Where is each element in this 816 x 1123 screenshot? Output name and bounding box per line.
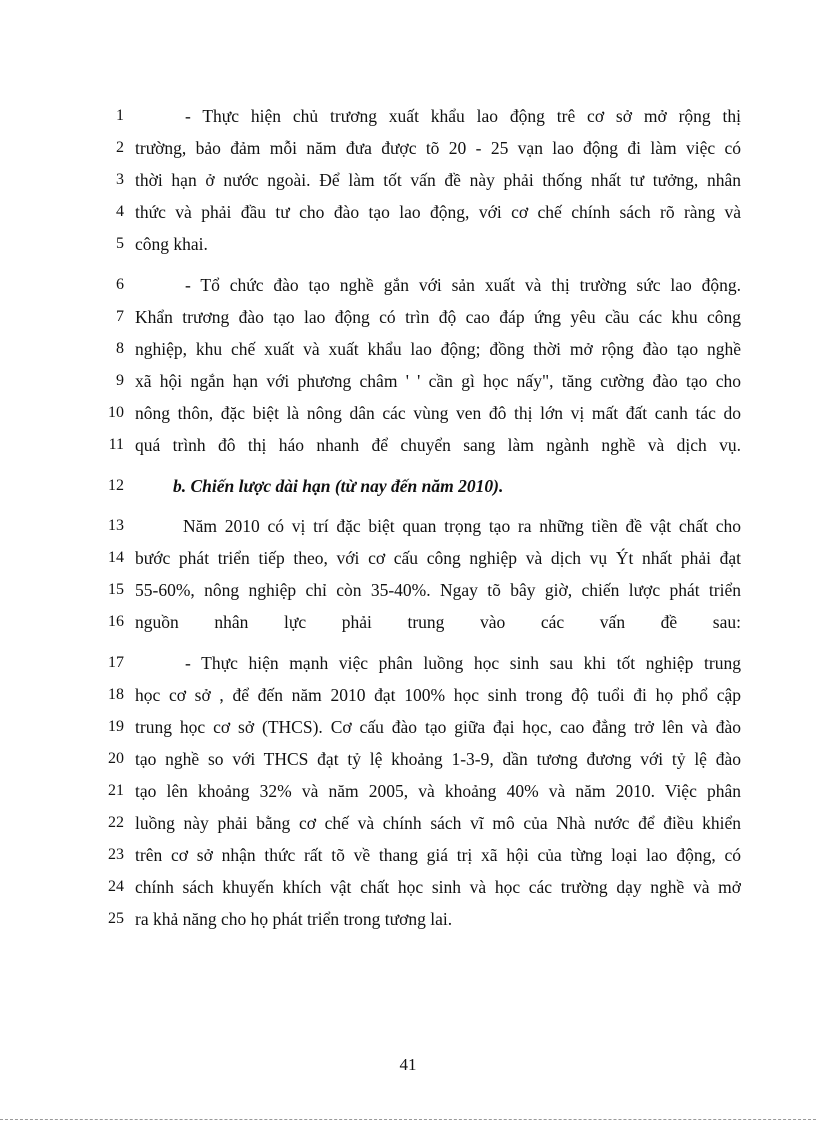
line-text: nông thôn, đặc biệt là nông dân các vùng ven đô thị lớn vị mất đất canh tác do — [135, 403, 741, 423]
line-text: trung học cơ sở (THCS). Cơ cấu đào tạo giữa đại học, cao đẳng trở lên và đào — [135, 717, 741, 737]
text-line — [0, 650, 816, 676]
line-number: 1 — [116, 107, 124, 124]
line-text: nghiệp, khu chế xuất và xuất khẩu lao động; đồng thời mở rộng đào tạo nghề — [135, 339, 741, 359]
line-number: 14 — [108, 549, 124, 566]
section-heading: b. Chiến lược dài hạn (từ nay đến năm 2010). — [173, 476, 504, 496]
line-number: 4 — [116, 203, 124, 220]
line-number: 2 — [116, 139, 124, 156]
line-text: Khẩn trương đào tạo lao động có trìn độ cao đáp ứng yêu cầu các khu công — [135, 307, 741, 327]
bottom-divider — [0, 1119, 816, 1120]
line-text: nguồn nhân lực phải trung vào các vấn đề sau: — [135, 612, 741, 632]
line-text: - Thực hiện chủ trương xuất khẩu lao động trê cơ sở mở rộng thị — [185, 106, 741, 126]
line-number: 11 — [108, 436, 124, 453]
line-number: 8 — [116, 340, 124, 357]
text-line — [0, 714, 816, 740]
line-text: bước phát triển tiếp theo, với cơ cấu công nghiệp và dịch vụ Ýt nhất phải đạt — [135, 548, 741, 568]
text-line — [0, 778, 816, 804]
line-number: 15 — [108, 581, 124, 598]
line-text: 55-60%, nông nghiệp chỉ còn 35-40%. Ngay tõ bây giờ, chiến lược phát triển — [135, 580, 741, 600]
line-text: tạo nghề so với THCS đạt tỷ lệ khoảng 1-3-9, dần tương đương với tỷ lệ đào — [135, 749, 741, 769]
line-number: 19 — [108, 718, 124, 735]
line-number: 7 — [116, 308, 124, 325]
line-number: 5 — [116, 235, 124, 252]
line-text: xã hội ngắn hạn với phương châm ' ' cần gì học nấy", tăng cường đào tạo cho — [135, 371, 741, 391]
line-text: thức và phải đầu tư cho đào tạo lao động, với cơ chế chính sách rõ ràng và — [135, 202, 741, 222]
text-line — [0, 231, 816, 257]
text-line — [0, 336, 816, 362]
text-line — [0, 103, 816, 129]
line-text: - Thực hiện mạnh việc phân luồng học sinh sau khi tốt nghiệp trung — [185, 653, 741, 673]
line-number: 9 — [116, 372, 124, 389]
text-line — [0, 874, 816, 900]
text-line — [0, 199, 816, 225]
line-number: 23 — [108, 846, 124, 863]
text-line — [0, 167, 816, 193]
line-text: tạo lên khoảng 32% và năm 2005, và khoảng 40% và năm 2010. Việc phân — [135, 781, 741, 801]
text-line — [0, 906, 816, 932]
text-line — [0, 810, 816, 836]
line-text: quá trình đô thị háo nhanh để chuyển sang làm ngành nghề và dịch vụ. — [135, 435, 741, 455]
line-number: 24 — [108, 878, 124, 895]
text-line — [0, 577, 816, 603]
line-text: công khai. — [135, 234, 208, 254]
text-line — [0, 609, 816, 635]
text-line — [0, 368, 816, 394]
text-line — [0, 545, 816, 571]
line-text: - Tổ chức đào tạo nghề gắn với sản xuất và thị trường sức lao động. — [185, 275, 741, 295]
page-number: 41 — [399, 1055, 417, 1074]
line-number: 25 — [108, 910, 124, 927]
line-number: 22 — [108, 814, 124, 831]
line-number: 16 — [108, 613, 124, 630]
text-line — [0, 746, 816, 772]
line-text: Năm 2010 có vị trí đặc biệt quan trọng tạo ra những tiền đề vật chất cho — [183, 516, 741, 536]
line-text: học cơ sở , để đến năm 2010 đạt 100% học sinh trong độ tuổi đi họ phổ cập — [135, 685, 741, 705]
text-line — [0, 304, 816, 330]
line-text: trên cơ sở nhận thức rất tõ về thang giá trị xã hội của từng loại lao động, có — [135, 845, 741, 865]
line-text: thời hạn ở nước ngoài. Để làm tốt vấn đề này phải thống nhất tư tưởng, nhân — [135, 170, 741, 190]
line-number: 12 — [108, 477, 124, 494]
line-number: 13 — [108, 517, 124, 534]
text-line — [0, 400, 816, 426]
line-number: 3 — [116, 171, 124, 188]
text-line — [0, 272, 816, 298]
line-text: trường, bảo đảm mỗi năm đưa được tõ 20 - 25 vạn lao động đi làm việc có — [135, 138, 741, 158]
line-number: 17 — [108, 654, 124, 671]
text-line — [0, 513, 816, 539]
line-number: 6 — [116, 276, 124, 293]
line-text: ra khả năng cho họ phát triển trong tương lai. — [135, 909, 453, 929]
text-line — [0, 135, 816, 161]
text-line — [0, 842, 816, 868]
text-line — [0, 432, 816, 458]
line-number: 18 — [108, 686, 124, 703]
line-text: luồng này phải bằng cơ chế và chính sách vĩ mô của Nhà nước để điều khiển — [135, 813, 741, 833]
line-number: 21 — [108, 782, 124, 799]
line-number: 10 — [108, 404, 124, 421]
line-text: chính sách khuyến khích vật chất học sinh và học các trường dạy nghề và mở — [135, 877, 741, 897]
line-number: 20 — [108, 750, 124, 767]
text-line — [0, 473, 816, 499]
text-line — [0, 682, 816, 708]
